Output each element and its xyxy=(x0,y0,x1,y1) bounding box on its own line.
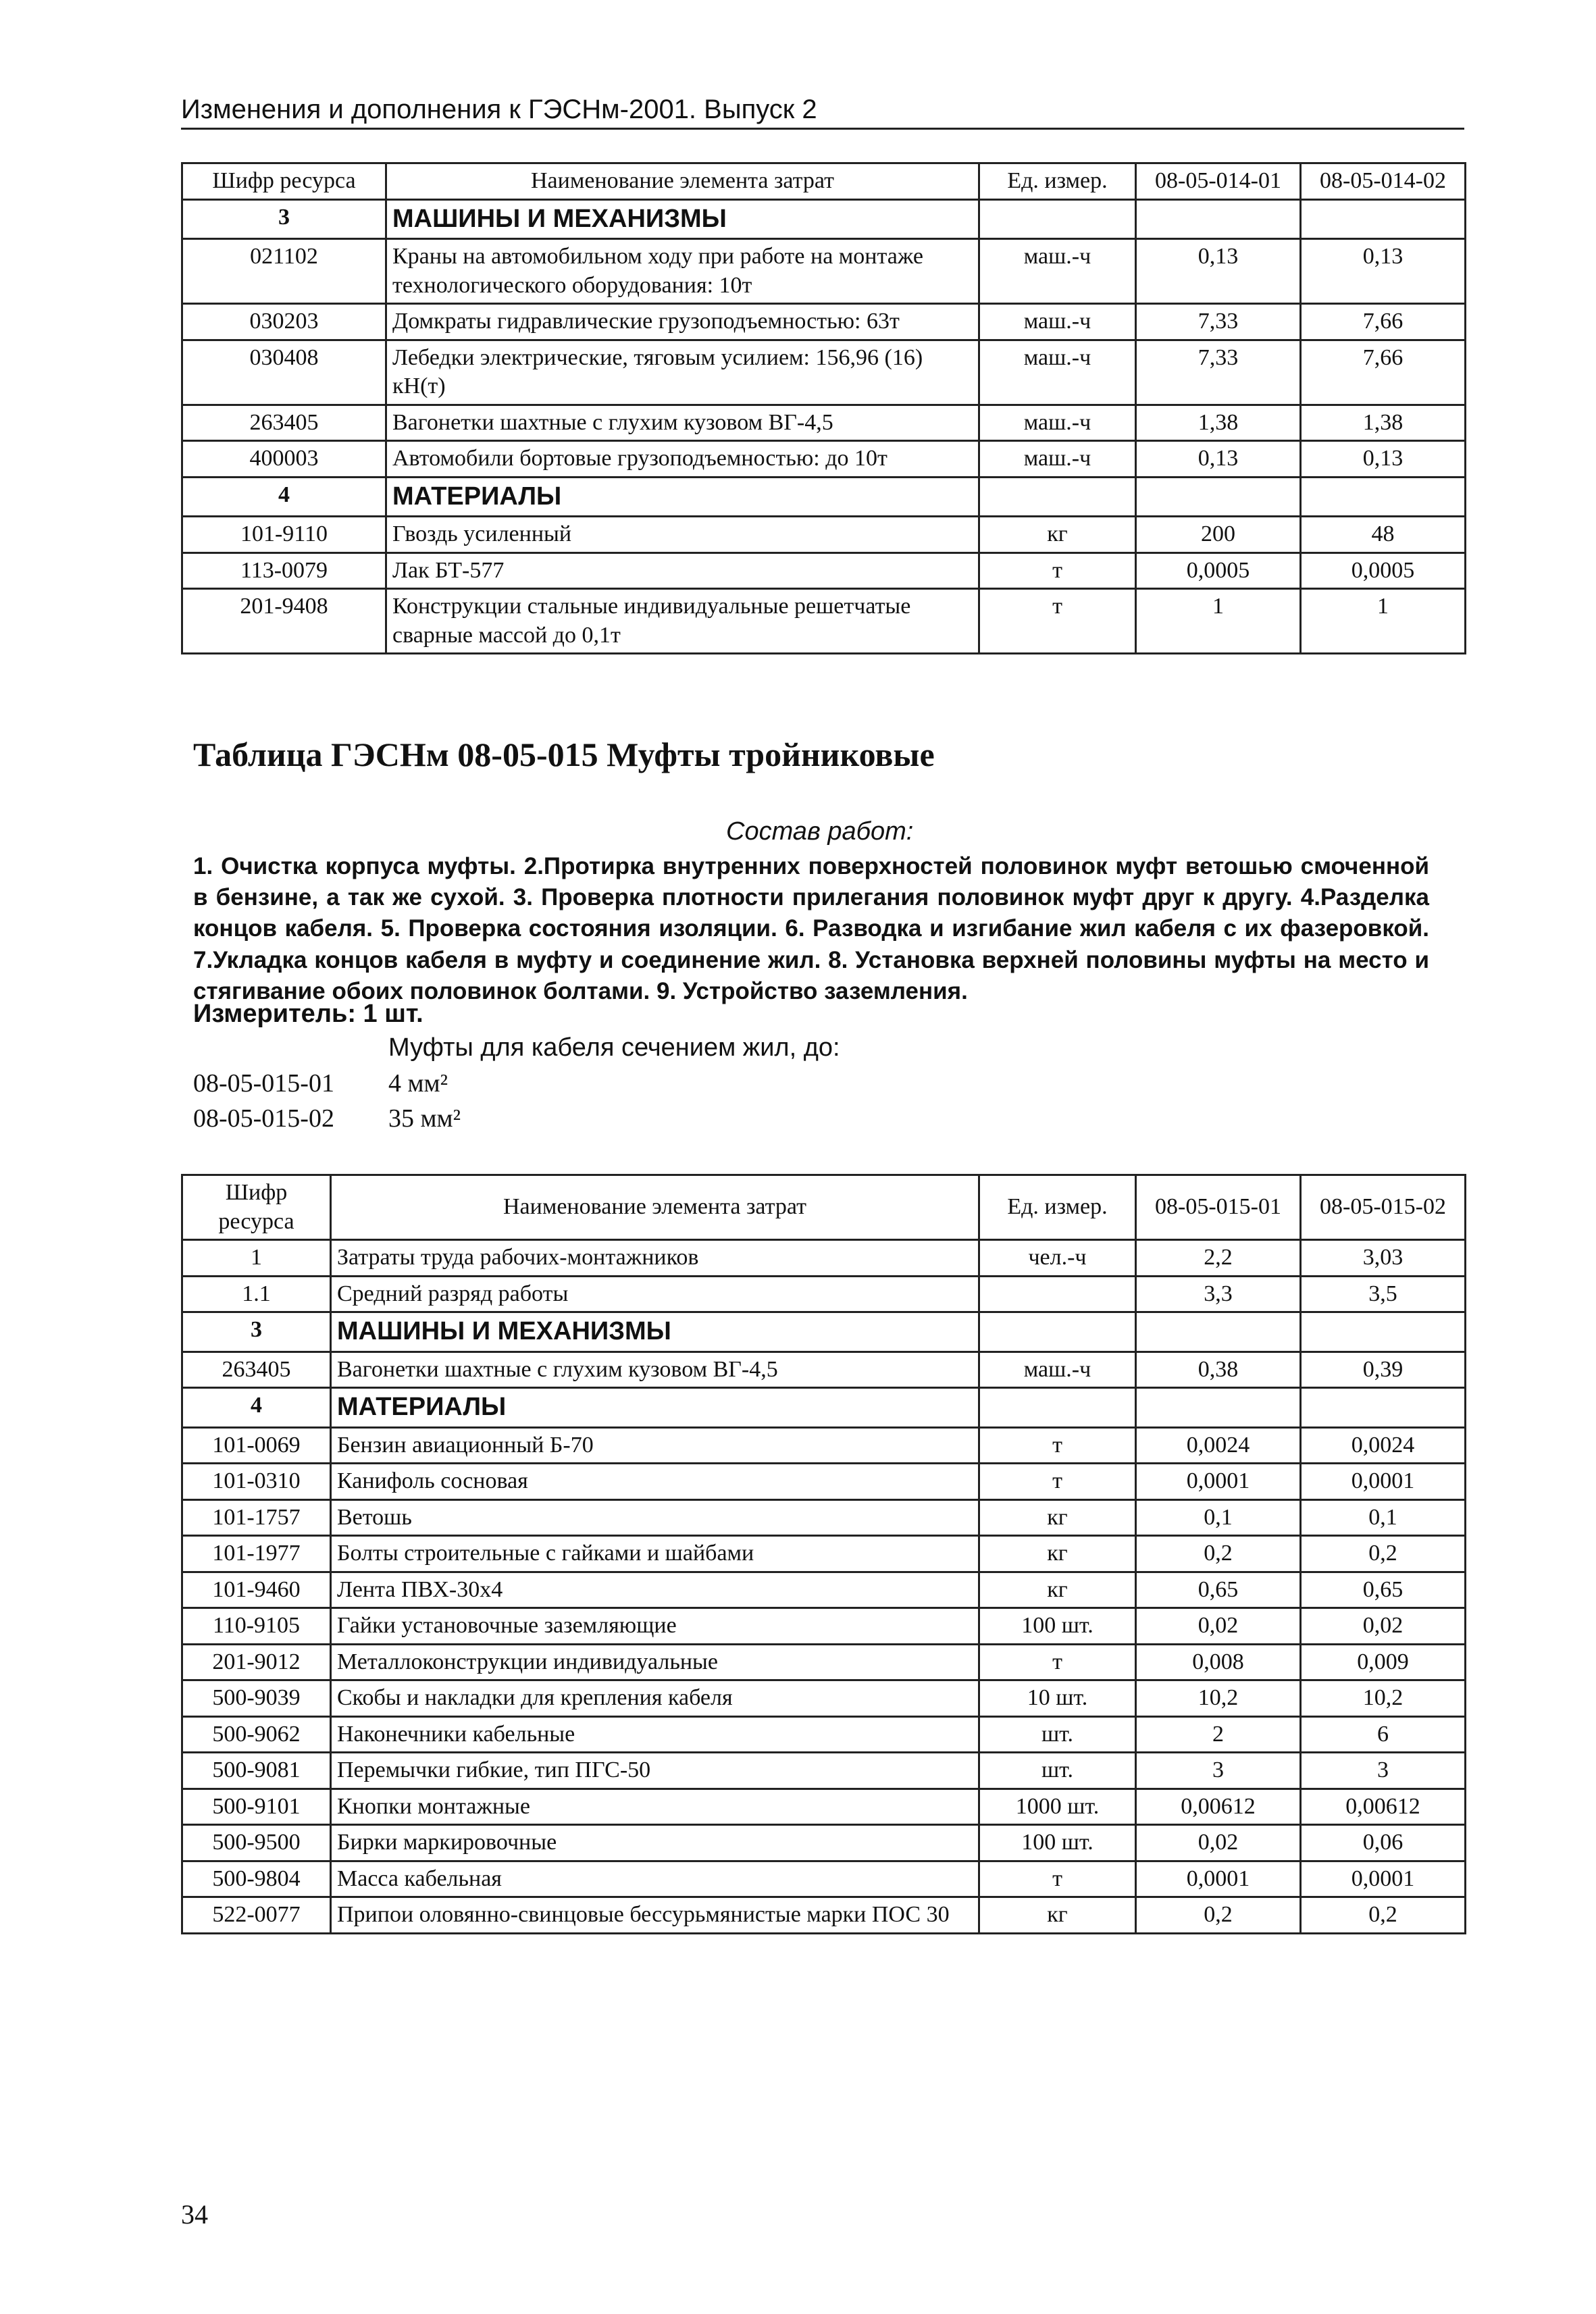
resource-code: 021102 xyxy=(182,239,386,304)
unit-cell: маш.-ч xyxy=(979,441,1136,478)
table-row xyxy=(182,304,1466,340)
unit-cell: маш.-ч xyxy=(979,405,1136,441)
table-row xyxy=(182,1644,1466,1680)
cost-element-name: Скобы и накладки для крепления кабеля xyxy=(331,1680,979,1717)
value-cell: 6 xyxy=(1301,1716,1466,1753)
value-cell: 1 xyxy=(1136,589,1301,654)
cost-element-name: Канифоль сосновая xyxy=(331,1464,979,1500)
value-cell: 3,03 xyxy=(1301,1240,1466,1277)
unit-cell xyxy=(979,1312,1136,1352)
table-row xyxy=(182,340,1466,405)
resource-code: 522-0077 xyxy=(182,1897,331,1934)
item-value: 35 мм² xyxy=(388,1104,461,1133)
cost-element-name: Бирки маркировочные xyxy=(331,1825,979,1861)
resource-code: 4 xyxy=(182,1388,331,1428)
section-row xyxy=(182,1388,1466,1428)
unit-cell: кг xyxy=(979,517,1136,553)
table-row xyxy=(182,1897,1466,1934)
value-cell: 3,5 xyxy=(1301,1276,1466,1312)
value-cell xyxy=(1136,199,1301,239)
value-cell: 7,33 xyxy=(1136,340,1301,405)
value-cell: 0,0001 xyxy=(1301,1464,1466,1500)
value-cell: 7,66 xyxy=(1301,340,1466,405)
value-cell: 48 xyxy=(1301,517,1466,553)
value-cell: 0,2 xyxy=(1136,1897,1301,1934)
column-header: Шифр ресурса xyxy=(182,163,386,200)
unit-cell: шт. xyxy=(979,1716,1136,1753)
table-body xyxy=(182,163,1466,654)
cost-element-name: МАШИНЫ И МЕХАНИЗМЫ xyxy=(331,1312,979,1352)
table-row xyxy=(182,1716,1466,1753)
resource-code: 1.1 xyxy=(182,1276,331,1312)
unit-cell: т xyxy=(979,1644,1136,1680)
cost-element-name: Перемычки гибкие, тип ПГС-50 xyxy=(331,1753,979,1789)
cost-element-name: Болты строительные с гайками и шайбами xyxy=(331,1536,979,1572)
unit-cell: маш.-ч xyxy=(979,239,1136,304)
table-row xyxy=(182,239,1466,304)
table-row xyxy=(182,552,1466,589)
cost-element-name: Гвоздь усиленный xyxy=(386,517,979,553)
resource-code: 500-9500 xyxy=(182,1825,331,1861)
unit-cell: 100 шт. xyxy=(979,1825,1136,1861)
column-header: 08-05-015-01 xyxy=(1136,1175,1301,1240)
running-head: Изменения и дополнения к ГЭСНм-2001. Выпуск 2 xyxy=(181,95,1464,130)
value-cell: 0,1 xyxy=(1136,1499,1301,1536)
unit-cell: т xyxy=(979,589,1136,654)
value-cell: 0,2 xyxy=(1301,1897,1466,1934)
table-row xyxy=(182,1789,1466,1825)
table-row xyxy=(182,405,1466,441)
cost-element-name: Средний разряд работы xyxy=(331,1276,979,1312)
section-title: Таблица ГЭСНм 08-05-015 Муфты тройниковые xyxy=(193,736,935,773)
value-cell: 0,13 xyxy=(1301,441,1466,478)
cost-element-name: Бензин авиационный Б-70 xyxy=(331,1427,979,1464)
value-cell: 0,13 xyxy=(1136,441,1301,478)
table-header-row xyxy=(182,1175,1466,1240)
resource-code: 263405 xyxy=(182,405,386,441)
value-cell: 1 xyxy=(1301,589,1466,654)
value-cell: 3,3 xyxy=(1136,1276,1301,1312)
column-header: 08-05-015-02 xyxy=(1301,1175,1466,1240)
cost-element-name: Краны на автомобильном ходу при работе на монтаже технологического оборудования: 10т xyxy=(386,239,979,304)
column-header: Ед. измер. xyxy=(979,1175,1136,1240)
resource-code: 3 xyxy=(182,1312,331,1352)
cost-element-name: МАШИНЫ И МЕХАНИЗМЫ xyxy=(386,199,979,239)
resource-code: 500-9804 xyxy=(182,1861,331,1897)
table-row xyxy=(182,1536,1466,1572)
table-row xyxy=(182,589,1466,654)
cost-element-name: Вагонетки шахтные с глухим кузовом ВГ-4,5 xyxy=(386,405,979,441)
page-number: 34 xyxy=(181,2199,208,2230)
unit-cell xyxy=(979,1388,1136,1428)
resource-code: 500-9101 xyxy=(182,1789,331,1825)
cost-element-name: Вагонетки шахтные с глухим кузовом ВГ-4,5 xyxy=(331,1352,979,1388)
column-header: Наименование элемента затрат xyxy=(331,1175,979,1240)
value-cell: 1,38 xyxy=(1301,405,1466,441)
value-cell: 3 xyxy=(1136,1753,1301,1789)
value-cell: 0,0001 xyxy=(1136,1861,1301,1897)
value-cell: 0,0005 xyxy=(1301,552,1466,589)
resource-code: 500-9062 xyxy=(182,1716,331,1753)
column-header: 08-05-014-01 xyxy=(1136,163,1301,200)
mufty-label: Муфты для кабеля сечением жил, до: xyxy=(388,1033,840,1062)
izmeritel: Измеритель: 1 шт. xyxy=(193,1000,423,1028)
column-header: 08-05-014-02 xyxy=(1301,163,1466,200)
table-row xyxy=(182,1499,1466,1536)
value-cell: 0,02 xyxy=(1136,1608,1301,1645)
value-cell: 0,009 xyxy=(1301,1644,1466,1680)
value-cell xyxy=(1136,1312,1301,1352)
unit-cell: 10 шт. xyxy=(979,1680,1136,1717)
table-row xyxy=(182,1427,1466,1464)
value-cell xyxy=(1301,199,1466,239)
resource-code: 263405 xyxy=(182,1352,331,1388)
unit-cell: 100 шт. xyxy=(979,1608,1136,1645)
value-cell: 0,0001 xyxy=(1136,1464,1301,1500)
resource-code: 101-1977 xyxy=(182,1536,331,1572)
unit-cell: кг xyxy=(979,1499,1136,1536)
resource-table-014 xyxy=(181,162,1466,654)
table-row xyxy=(182,1352,1466,1388)
unit-cell: кг xyxy=(979,1572,1136,1608)
item-code: 08-05-015-02 xyxy=(193,1104,334,1133)
resource-code: 113-0079 xyxy=(182,552,386,589)
resource-code: 500-9081 xyxy=(182,1753,331,1789)
sostav-label: Состав работ: xyxy=(726,817,914,846)
value-cell: 0,02 xyxy=(1136,1825,1301,1861)
column-header: Шифр ресурса xyxy=(182,1175,331,1240)
value-cell: 0,65 xyxy=(1301,1572,1466,1608)
value-cell: 0,0005 xyxy=(1136,552,1301,589)
cost-element-name: Металлоконструкции индивидуальные xyxy=(331,1644,979,1680)
resource-table-015 xyxy=(181,1174,1466,1934)
unit-cell: т xyxy=(979,1861,1136,1897)
column-header: Ед. измер. xyxy=(979,163,1136,200)
value-cell: 0,13 xyxy=(1301,239,1466,304)
unit-cell xyxy=(979,1276,1136,1312)
table-row xyxy=(182,1572,1466,1608)
cost-element-name: Кнопки монтажные xyxy=(331,1789,979,1825)
value-cell xyxy=(1136,1388,1301,1428)
unit-cell: 1000 шт. xyxy=(979,1789,1136,1825)
table-row xyxy=(182,1861,1466,1897)
value-cell: 0,0024 xyxy=(1301,1427,1466,1464)
value-cell: 0,13 xyxy=(1136,239,1301,304)
value-cell xyxy=(1301,1388,1466,1428)
value-cell: 0,00612 xyxy=(1136,1789,1301,1825)
unit-cell: маш.-ч xyxy=(979,304,1136,340)
unit-cell: т xyxy=(979,1464,1136,1500)
value-cell: 0,2 xyxy=(1301,1536,1466,1572)
cost-element-name: Припои оловянно-свинцовые бессурьмянистые марки ПОС 30 xyxy=(331,1897,979,1934)
table-row xyxy=(182,441,1466,478)
resource-code: 201-9408 xyxy=(182,589,386,654)
cost-element-name: Домкраты гидравлические грузоподъемностью: 63т xyxy=(386,304,979,340)
value-cell: 0,02 xyxy=(1301,1608,1466,1645)
resource-code: 101-1757 xyxy=(182,1499,331,1536)
table-header-row xyxy=(182,163,1466,200)
section-row xyxy=(182,1312,1466,1352)
item-value: 4 мм² xyxy=(388,1069,448,1098)
unit-cell: шт. xyxy=(979,1753,1136,1789)
resource-code: 101-9460 xyxy=(182,1572,331,1608)
cost-element-name: Затраты труда рабочих-монтажников xyxy=(331,1240,979,1277)
resource-code: 3 xyxy=(182,199,386,239)
value-cell: 2,2 xyxy=(1136,1240,1301,1277)
unit-cell: кг xyxy=(979,1536,1136,1572)
value-cell: 0,0001 xyxy=(1301,1861,1466,1897)
unit-cell: чел.-ч xyxy=(979,1240,1136,1277)
value-cell xyxy=(1301,1312,1466,1352)
table-row xyxy=(182,1464,1466,1500)
resource-code: 400003 xyxy=(182,441,386,478)
value-cell: 0,0024 xyxy=(1136,1427,1301,1464)
value-cell: 0,38 xyxy=(1136,1352,1301,1388)
cost-element-name: Наконечники кабельные xyxy=(331,1716,979,1753)
item-code: 08-05-015-01 xyxy=(193,1069,334,1098)
cost-element-name: МАТЕРИАЛЫ xyxy=(386,477,979,517)
cost-element-name: Масса кабельная xyxy=(331,1861,979,1897)
resource-code: 030408 xyxy=(182,340,386,405)
unit-cell: кг xyxy=(979,1897,1136,1934)
value-cell: 0,2 xyxy=(1136,1536,1301,1572)
cost-element-name: Лак БТ-577 xyxy=(386,552,979,589)
value-cell: 0,65 xyxy=(1136,1572,1301,1608)
value-cell: 10,2 xyxy=(1136,1680,1301,1717)
cost-element-name: Лебедки электрические, тяговым усилием: 156,96 (16) кН(т) xyxy=(386,340,979,405)
value-cell xyxy=(1136,477,1301,517)
cost-element-name: Ветошь xyxy=(331,1499,979,1536)
resource-code: 101-0069 xyxy=(182,1427,331,1464)
resource-code: 1 xyxy=(182,1240,331,1277)
table-row xyxy=(182,1753,1466,1789)
value-cell: 3 xyxy=(1301,1753,1466,1789)
resource-code: 101-0310 xyxy=(182,1464,331,1500)
value-cell: 1,38 xyxy=(1136,405,1301,441)
value-cell: 0,1 xyxy=(1301,1499,1466,1536)
value-cell: 0,39 xyxy=(1301,1352,1466,1388)
value-cell: 200 xyxy=(1136,517,1301,553)
section-row xyxy=(182,199,1466,239)
value-cell: 0,06 xyxy=(1301,1825,1466,1861)
works-text: 1. Очистка корпуса муфты. 2.Протирка внутренних поверхностей половинок муфт ветошью смоченной в бензине, а так же сухой. 3. Проверка плотности прилегания половинок муфт друг к другу. 4.Разделка концов кабеля. 5. Проверка состояния изоляции. 6. Разводка и изгибание жил кабеля с их фазеровкой. 7.Укладка концов кабеля в муфту и соединение жил. 8. Установка верхней половины муфты на место и стягивание обоих половинок болтами. 9. Устройство заземления. xyxy=(193,853,1429,1004)
table-row xyxy=(182,1680,1466,1717)
resource-code: 101-9110 xyxy=(182,517,386,553)
resource-code: 030203 xyxy=(182,304,386,340)
cost-element-name: Гайки установочные заземляющие xyxy=(331,1608,979,1645)
table-row xyxy=(182,1825,1466,1861)
unit-cell: маш.-ч xyxy=(979,340,1136,405)
unit-cell: т xyxy=(979,552,1136,589)
unit-cell: т xyxy=(979,1427,1136,1464)
cost-element-name: Лента ПВХ-30х4 xyxy=(331,1572,979,1608)
table-row xyxy=(182,1240,1466,1277)
resource-code: 110-9105 xyxy=(182,1608,331,1645)
table-body xyxy=(182,1175,1466,1934)
value-cell: 2 xyxy=(1136,1716,1301,1753)
cost-element-name: МАТЕРИАЛЫ xyxy=(331,1388,979,1428)
section-row xyxy=(182,477,1466,517)
cost-element-name: Конструкции стальные индивидуальные решетчатые сварные массой до 0,1т xyxy=(386,589,979,654)
cost-element-name: Автомобили бортовые грузоподъемностью: до 10т xyxy=(386,441,979,478)
resource-code: 201-9012 xyxy=(182,1644,331,1680)
value-cell xyxy=(1301,477,1466,517)
resource-code: 500-9039 xyxy=(182,1680,331,1717)
value-cell: 7,33 xyxy=(1136,304,1301,340)
value-cell: 10,2 xyxy=(1301,1680,1466,1717)
value-cell: 0,008 xyxy=(1136,1644,1301,1680)
value-cell: 7,66 xyxy=(1301,304,1466,340)
unit-cell: маш.-ч xyxy=(979,1352,1136,1388)
unit-cell xyxy=(979,199,1136,239)
table-row xyxy=(182,517,1466,553)
value-cell: 0,00612 xyxy=(1301,1789,1466,1825)
table-row xyxy=(182,1276,1466,1312)
table-row xyxy=(182,1608,1466,1645)
column-header: Наименование элемента затрат xyxy=(386,163,979,200)
resource-code: 4 xyxy=(182,477,386,517)
unit-cell xyxy=(979,477,1136,517)
